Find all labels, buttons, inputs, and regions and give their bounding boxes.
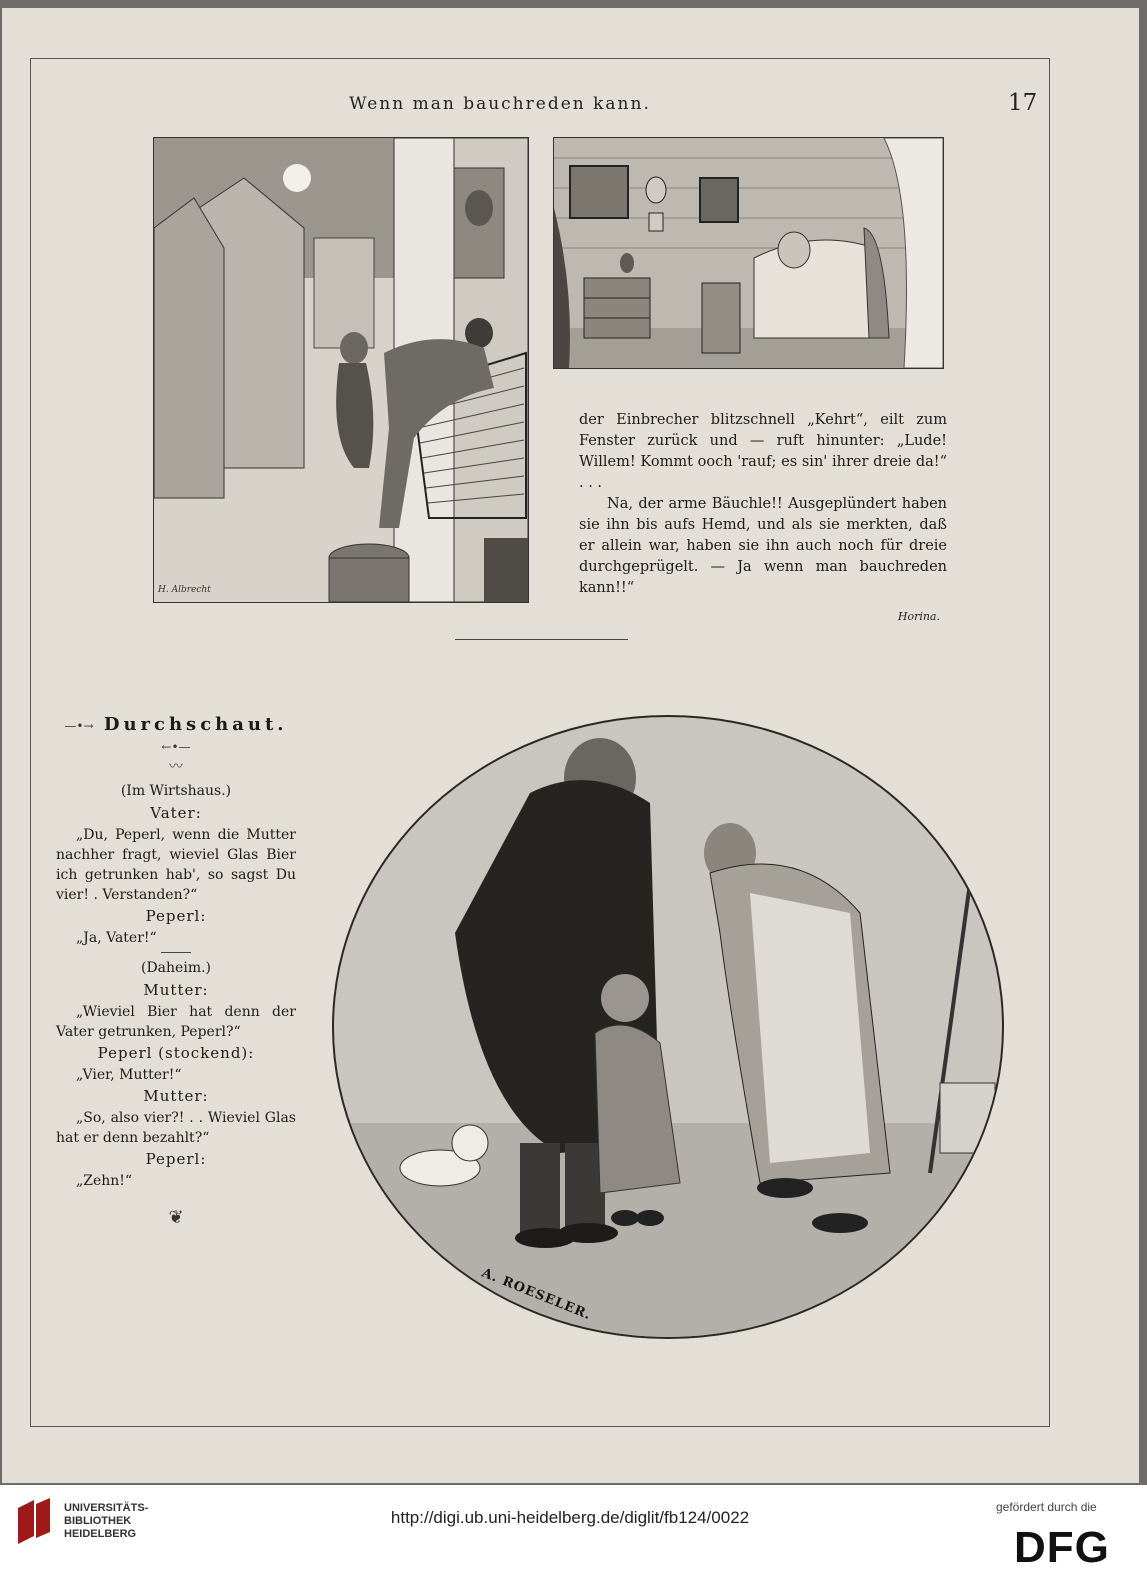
poem-column: [56, 714, 296, 1228]
dialogue-line: „Zehn!“: [76, 1173, 133, 1189]
story-paragraph: Na, der arme Bäuchle!! Ausgeplündert haben sie ihn bis aufs Hemd, und als sie merkten, daß er allein war, haben sie ihn auch noch für dreie durchgeprügelt. — Ja wenn man bauchreden kann!!“: [579, 496, 947, 596]
dialogue-line: „Vier, Mutter!“: [76, 1067, 182, 1083]
running-title: Wenn man bauchreden kann.: [349, 94, 651, 114]
section-divider: [455, 639, 628, 640]
speaker-label: Mutter:: [143, 1087, 209, 1105]
dialogue-line: „Wieviel Bier hat denn der Vater getrunken, Peperl?“: [56, 1004, 296, 1040]
story-text: [579, 410, 947, 599]
university-logo-icon: [14, 1498, 54, 1548]
university-name-line: UNIVERSITÄTS-: [64, 1502, 149, 1514]
end-ornament-icon: ❦: [168, 1207, 184, 1228]
speaker-label: Mutter:: [143, 981, 209, 999]
illustration-round-family: [330, 713, 1006, 1341]
illustration-street-night: [153, 137, 529, 603]
scene-separator: [161, 952, 191, 953]
round-illustration-signature: A. ROESELER.: [479, 1265, 594, 1324]
university-name-line: BIBLIOTHEK: [64, 1515, 132, 1527]
page-number: 17: [1008, 90, 1038, 116]
left-illustration-signature: H. Albrecht: [158, 585, 211, 595]
university-name: [64, 1502, 148, 1541]
tilde-ornament-icon: 〰: [169, 759, 183, 775]
dialogue-line: „So, also vier?! . . Wieviel Glas hat er denn bezahlt?“: [56, 1110, 296, 1146]
funding-note: gefördert durch die: [996, 1500, 1097, 1514]
stage-direction: (Im Wirtshaus.): [120, 783, 232, 799]
speaker-label: Peperl:: [145, 1150, 207, 1168]
poem-title-row: [56, 714, 296, 756]
ornament-left-icon: —•→: [64, 719, 94, 733]
dialogue-line: „Du, Peperl, wenn die Mutter nachher fragt, wieviel Glas Bier ich getrunken hab', so sagst Du vier! . Verstanden?“: [56, 827, 296, 903]
footer-bar: [0, 1485, 1147, 1579]
speaker-label: Peperl (stockend):: [97, 1044, 255, 1062]
dfg-logo: DFG: [1014, 1523, 1110, 1572]
university-name-line: HEIDELBERG: [64, 1528, 137, 1540]
stage-direction: (Daheim.): [141, 960, 211, 976]
poem-title: Durchschaut.: [103, 714, 288, 735]
illustration-bedroom: [553, 137, 944, 369]
ornament-right-icon: ←•—: [161, 740, 191, 754]
speaker-label: Vater:: [150, 804, 202, 822]
dialogue-line: „Ja, Vater!“: [76, 930, 157, 946]
speaker-label: Peperl:: [145, 907, 207, 925]
story-author: Horina.: [897, 610, 940, 623]
permalink-url[interactable]: http://digi.ub.uni-heidelberg.de/diglit/fb124/0022: [390, 1508, 750, 1527]
story-paragraph: der Einbrecher blitzschnell „Kehrt“, eilt zum Fenster zurück und — ruft hinunter: „Lude! Willem! Kommt ooch 'rauf; es sin' ihrer dreie da!“ . . .: [579, 412, 947, 491]
